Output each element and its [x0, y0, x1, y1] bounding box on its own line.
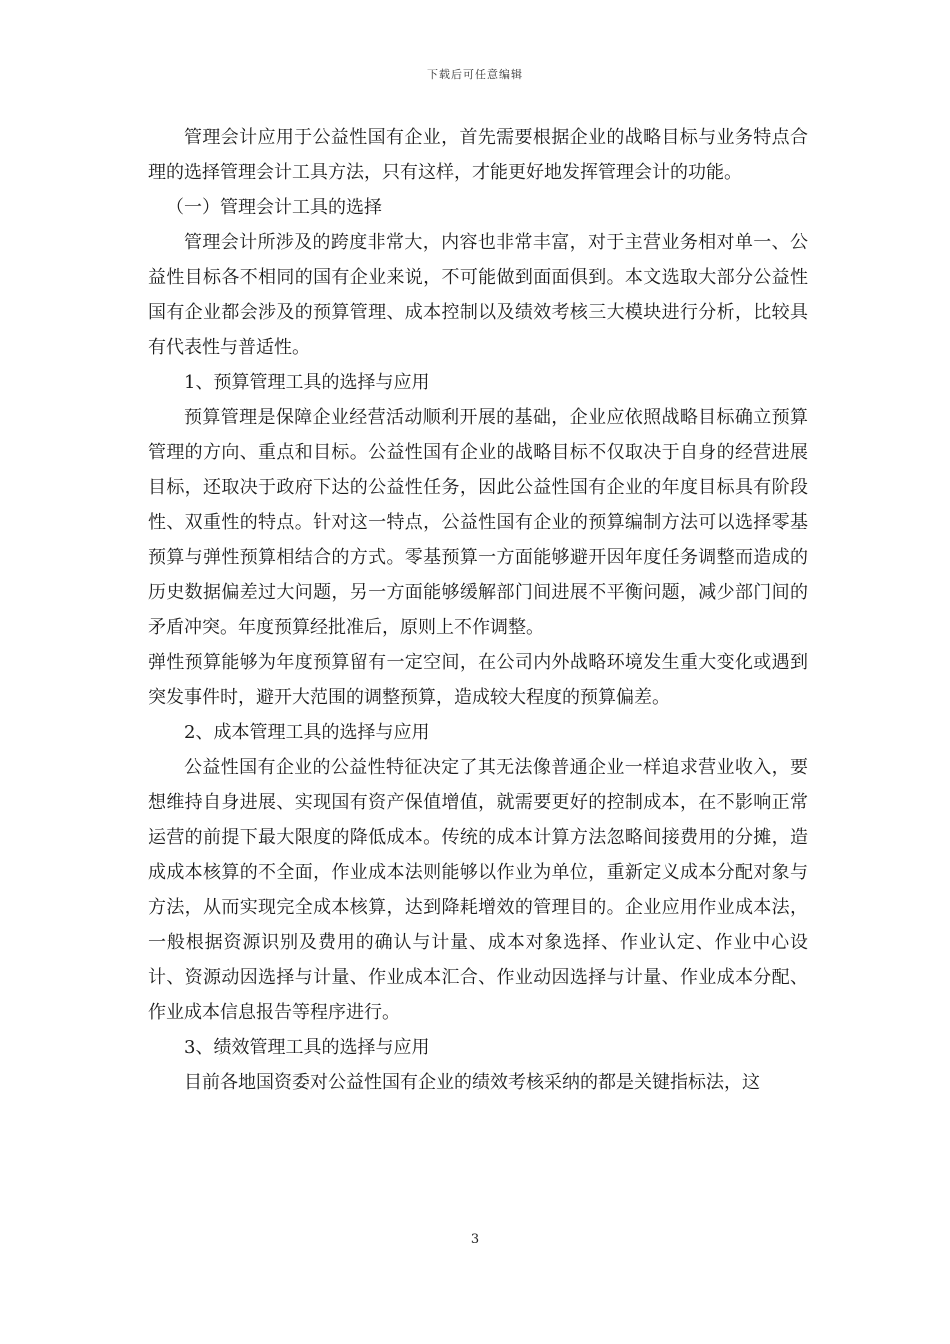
performance-paragraph: 目前各地国资委对公益性国有企业的绩效考核采纳的都是关键指标法，这: [184, 1072, 760, 1093]
subsection-heading-budget: 1、预算管理工具的选择与应用: [184, 372, 430, 393]
section-heading: （一）管理会计工具的选择: [166, 197, 382, 218]
subsection-heading-performance: 3、绩效管理工具的选择与应用: [184, 1037, 430, 1058]
cost-paragraph: 公益性国有企业的公益性特征决定了其无法像普通企业一样追求营业收入，要想维持自身进展、实现国有资产保值增值，就需要更好的控制成本，在不影响正常运营的前提下最大限度的降低成本。传统的成本计算方法忽略间接费用的分摊，造成成本核算的不全面，作业成本法则能够以作业为单位，重新定义成本分配对象与方法，从而实现完全成本核算，达到降耗增效的管理目的。企业应用作业成本法，一般根据资源识别及费用的确认与计量、成本对象选择、作业认定、作业中心设计、资源动因选择与计量、作业成本汇合、作业动因选择与计量、作业成本分配、作业成本信息报告等程序进行。: [148, 757, 808, 1023]
page-header-note: 下载后可任意编辑: [427, 68, 523, 81]
budget-paragraph-2: 弹性预算能够为年度预算留有一定空间，在公司内外战略环境发生重大变化或遇到突发事件时，避开大范围的调整预算，造成较大程度的预算偏差。: [148, 652, 808, 708]
subsection-heading-cost: 2、成本管理工具的选择与应用: [184, 722, 430, 743]
section-paragraph: 管理会计所涉及的跨度非常大，内容也非常丰富，对于主营业务相对单一、公益性目标各不相同的国有企业来说，不可能做到面面俱到。本文选取大部分公益性国有企业都会涉及的预算管理、成本控制以及绩效考核三大模块进行分析，比较具有代表性与普适性。: [148, 232, 808, 358]
intro-paragraph: 管理会计应用于公益性国有企业，首先需要根据企业的战略目标与业务特点合理的选择管理会计工具方法，只有这样，才能更好地发挥管理会计的功能。: [148, 127, 808, 183]
budget-paragraph-1: 预算管理是保障企业经营活动顺利开展的基础，企业应依照战略目标确立预算管理的方向、重点和目标。公益性国有企业的战略目标不仅取决于自身的经营进展目标，还取决于政府下达的公益性任务，因此公益性国有企业的年度目标具有阶段性、双重性的特点。针对这一特点，公益性国有企业的预算编制方法可以选择零基预算与弹性预算相结合的方式。零基预算一方面能够避开因年度任务调整而造成的历史数据偏差过大问题，另一方面能够缓解部门间进展不平衡问题，减少部门间的矛盾冲突。年度预算经批准后，原则上不作调整。: [148, 407, 808, 638]
document-body: [148, 120, 808, 1100]
page-number: 3: [470, 1232, 480, 1247]
